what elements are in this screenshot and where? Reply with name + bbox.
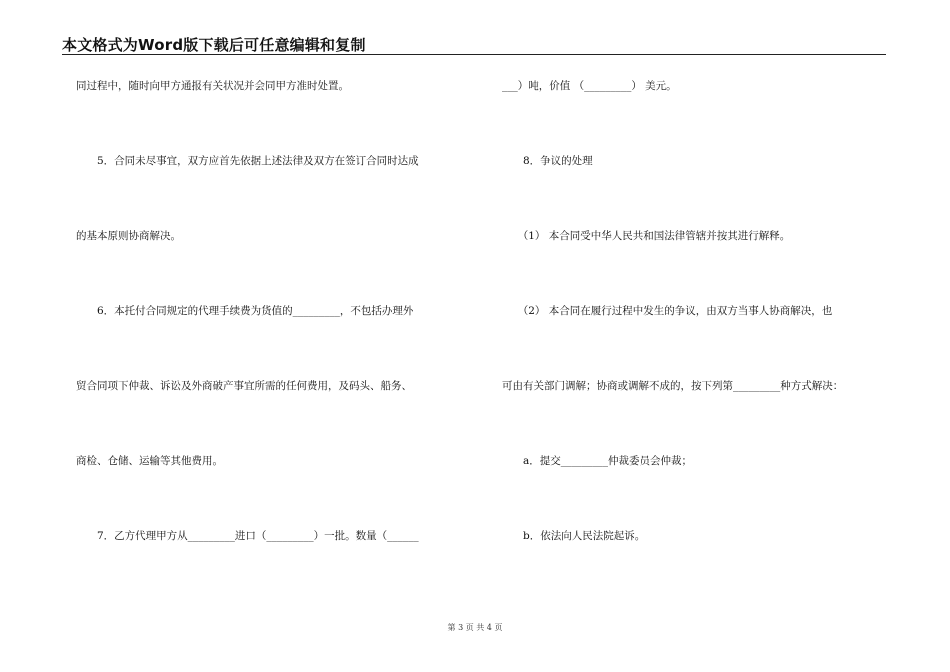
header-divider bbox=[62, 54, 886, 55]
right-line-1: ___）吨，价值 （_________） 美元。 bbox=[502, 80, 677, 92]
right-line-2: 8．争议的处理 bbox=[502, 155, 593, 167]
right-line-5: 可由有关部门调解；协商或调解不成的，按下列第_________种方式解决： bbox=[502, 380, 844, 392]
right-line-6: a．提交_________仲裁委员会仲裁； bbox=[502, 455, 693, 467]
left-line-3: 的基本原则协商解决。 bbox=[76, 230, 181, 242]
page-header-title: 本文格式为Word版下载后可任意编辑和复制 bbox=[62, 36, 366, 54]
page-footer: 第 3 页 共 4 页 bbox=[447, 623, 503, 632]
left-line-5: 贸合同项下仲裁、诉讼及外商破产事宜所需的任何费用，及码头、船务、 bbox=[76, 380, 412, 392]
right-line-7: b．依法向人民法院起诉。 bbox=[502, 530, 646, 542]
left-line-4: 6．本托付合同规定的代理手续费为货值的_________，不包括办理外 bbox=[76, 305, 414, 317]
left-line-2: 5．合同未尽事宜，双方应首先依据上述法律及双方在签订合同时达成 bbox=[76, 155, 419, 167]
left-line-6: 商检、仓储、运输等其他费用。 bbox=[76, 455, 223, 467]
right-line-4: （2） 本合同在履行过程中发生的争议，由双方当事人协商解决，也 bbox=[502, 305, 833, 317]
left-line-7: 7．乙方代理甲方从_________进口（_________）一批。数量（______ bbox=[76, 530, 419, 542]
right-line-3: （1） 本合同受中华人民共和国法律管辖并按其进行解释。 bbox=[502, 230, 791, 242]
left-line-1: 同过程中，随时向甲方通报有关状况并会同甲方准时处置。 bbox=[76, 80, 349, 92]
